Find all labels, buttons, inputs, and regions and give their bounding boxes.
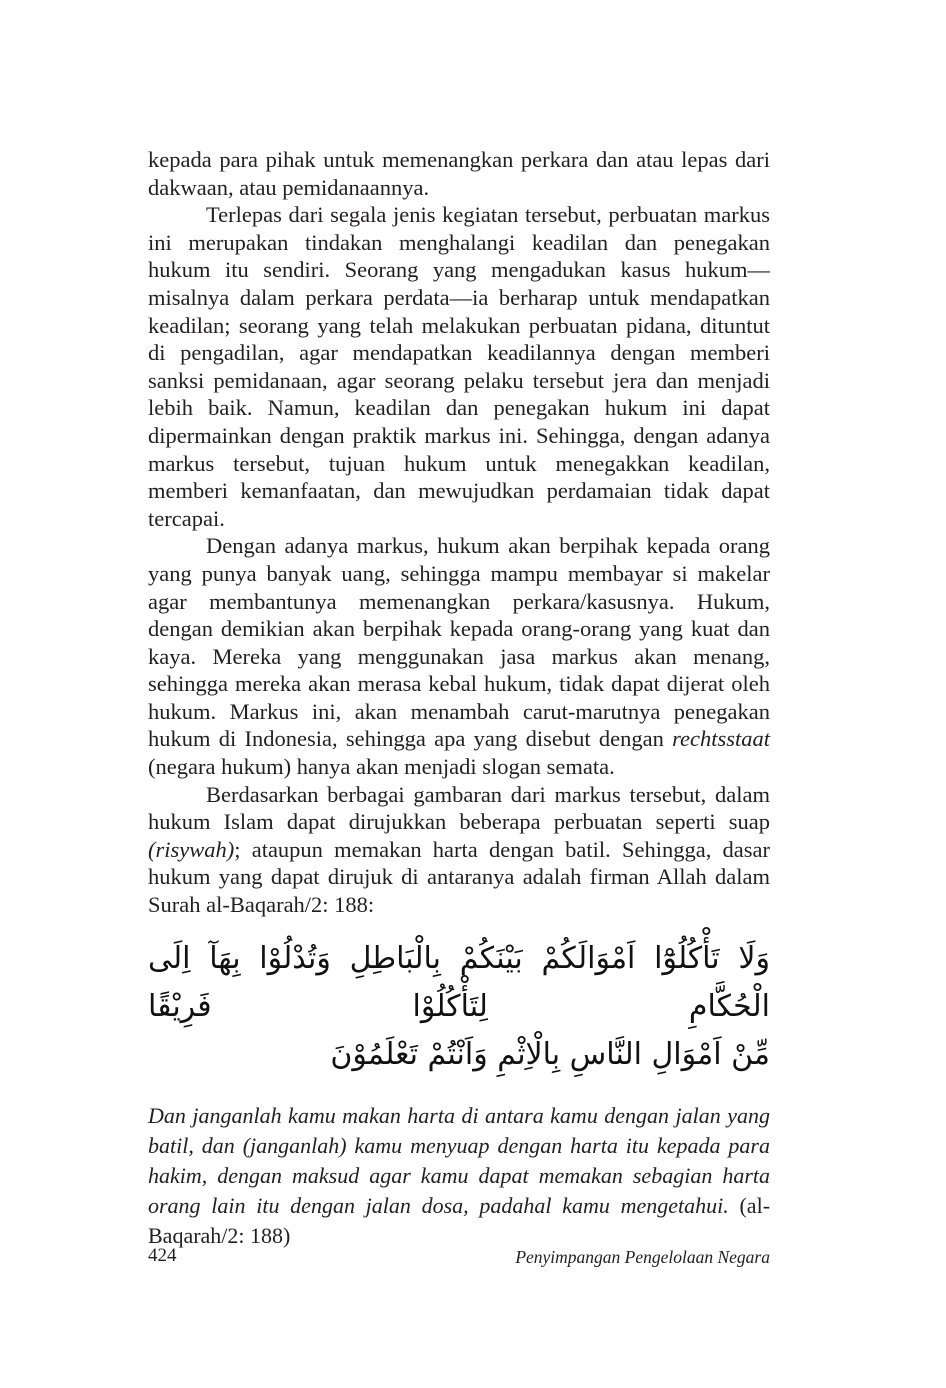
arabic-line-2: مِّنْ اَمْوَالِ النَّاسِ بِالْاِثْمِ وَاَنْتُمْ تَعْلَمُوْنَ	[330, 1036, 770, 1072]
paragraph-2: Terlepas dari segala jenis kegiatan tersebut, perbuatan markus ini merupakan tindakan menghalangi keadilan dan penegakan hukum itu sendiri. Seorang yang mengadukan kasus hukum—misalnya dalam perkara perdata—ia berharap untuk mendapatkan keadilan; seorang yang telah melakukan perbuatan pidana, dituntut di pengadilan, agar mendapatkan keadilannya dengan memberi sanksi pemidanaan, agar seorang pelaku tersebut jera dan menjadi lebih baik. Namun, keadilan dan penegakan hukum ini dapat dipermainkan dengan praktik markus ini. Sehingga, dengan adanya markus tersebut, tujuan hukum untuk menegakkan keadilan, memberi kemanfaatan, dan mewujudkan perdamaian tidak dapat tercapai.	[148, 202, 770, 531]
term-risywah: (risywah)	[148, 836, 235, 862]
quran-verse-arabic	[148, 935, 770, 1079]
paragraph-1: kepada para pihak untuk memenangkan perkara dan atau lepas dari dakwaan, atau pemidanaannya.	[148, 147, 770, 200]
running-title: Penyimpangan Pengelolaan Negara	[515, 1247, 770, 1267]
translation-text: Dan janganlah kamu makan harta di antara kamu dengan jalan yang batil, dan (janganlah) kamu menyuap dengan harta itu kepada para hakim, dengan maksud agar kamu dapat memakan sebagian harta orang lain itu dengan jalan dosa, padahal kamu mengetahui.	[148, 1102, 770, 1218]
paragraph-3-text-b: (negara hukum) hanya akan menjadi slogan semata.	[148, 754, 615, 780]
page-number: 424	[148, 1245, 177, 1266]
page-footer	[148, 1245, 770, 1273]
page-content	[148, 146, 770, 1251]
arabic-line-1: وَلَا تَأْكُلُوْٓا اَمْوَالَكُمْ بَيْنَكُمْ بِالْبَاطِلِ وَتُدْلُوْا بِهَآ اِلَى الْحُكَّامِ لِتَأْكُلُوْا فَرِيْقًا	[148, 940, 770, 1024]
term-rechtsstaat: rechtsstaat	[672, 726, 770, 752]
paragraph-4-text-b: ; ataupun memakan harta dengan batil. Sehingga, dasar hukum yang dapat dirujuk di antaranya adalah firman Allah dalam Surah al-Baqarah/2: 188:	[148, 836, 770, 918]
paragraph-3	[148, 532, 770, 780]
paragraph-3-text-a: Dengan adanya markus, hukum akan berpihak kepada orang yang punya banyak uang, sehingga mampu membayar si makelar agar membantunya memenangkan perkara/kasusnya. Hukum, dengan demikian akan berpihak kepada orang-orang yang kuat dan kaya. Mereka yang menggunakan jasa markus akan menang, sehingga mereka akan merasa kebal hukum, tidak dapat dijerat oleh hukum. Markus ini, akan menambah carut-marutnya penegakan hukum di Indonesia, sehingga apa yang disebut dengan	[148, 533, 770, 752]
verse-translation	[148, 1101, 770, 1251]
paragraph-4-text-a: Berdasarkan berbagai gambaran dari markus tersebut, dalam hukum Islam dapat dirujukkan beberapa perbuatan seperti suap	[148, 781, 770, 835]
paragraph-4	[148, 781, 770, 919]
verse-citation: (al-Baqarah/2: 188)	[148, 1192, 771, 1248]
